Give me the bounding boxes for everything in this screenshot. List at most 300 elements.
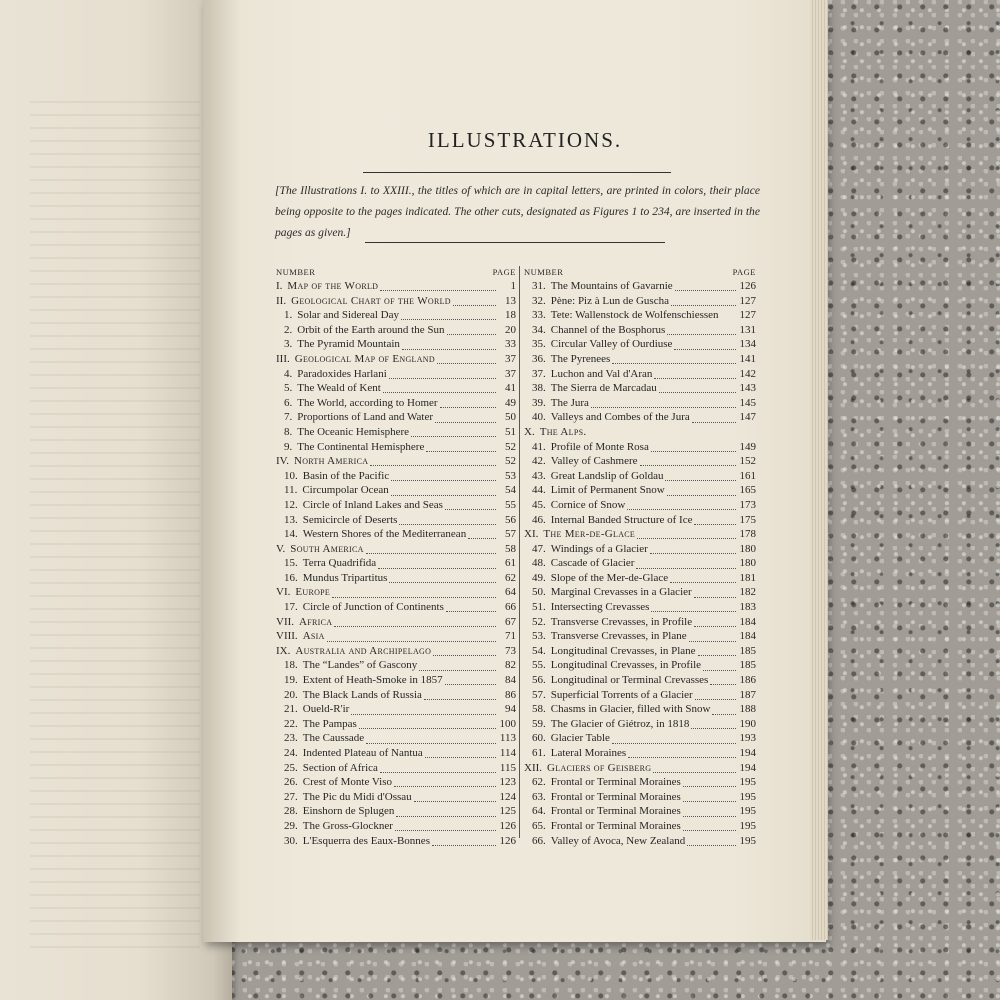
entry-number: 9. xyxy=(284,440,293,453)
entry-title: L'Esquerra des Eaux-Bonnes xyxy=(302,834,430,847)
entry-title: Internal Banded Structure of Ice xyxy=(550,513,693,526)
entry-title: Circle of Inland Lakes and Seas xyxy=(302,498,443,511)
entry-page: 37 xyxy=(505,352,516,365)
leader-dots xyxy=(591,398,736,408)
entry-number: 31. xyxy=(532,280,546,292)
entry-number: 43. xyxy=(532,469,546,482)
left-column xyxy=(276,266,516,848)
entry-number: 53. xyxy=(532,630,546,643)
entry-number: 63. xyxy=(532,790,546,803)
leader-dots xyxy=(359,719,496,729)
entry-page: 185 xyxy=(739,659,756,672)
entry-page: 178 xyxy=(739,528,756,541)
entry-page: 82 xyxy=(505,659,516,672)
entry-page: 54 xyxy=(505,484,516,497)
leader-dots xyxy=(447,325,497,335)
entry-number: 25. xyxy=(284,761,298,774)
toc-entry xyxy=(276,469,516,484)
toc-entry xyxy=(276,804,516,819)
leader-dots xyxy=(636,559,736,569)
toc-entry xyxy=(276,498,516,513)
entry-page: 73 xyxy=(505,644,516,657)
entry-title: Einshorn de Splugen xyxy=(302,805,395,818)
leader-dots xyxy=(694,617,736,627)
entry-title: The Jura xyxy=(550,396,589,409)
page-edges xyxy=(810,0,828,940)
entry-number: 10. xyxy=(284,469,298,482)
entry-page: 66 xyxy=(505,601,516,614)
leader-dots xyxy=(437,354,496,364)
entry-number: VIII. xyxy=(276,630,298,643)
entry-title: The Glacier of Giétroz, in 1818 xyxy=(550,717,690,730)
entry-title: Transverse Crevasses, in Plane xyxy=(550,630,687,643)
leader-dots xyxy=(433,646,496,656)
entry-number: 5. xyxy=(284,382,293,395)
leader-dots xyxy=(637,529,736,539)
entry-title: Europe xyxy=(295,586,331,599)
entry-number: 13. xyxy=(284,513,298,526)
entry-number: 46. xyxy=(532,513,546,526)
toc-entry xyxy=(524,396,756,411)
entry-title: Marginal Crevasses in a Glacier xyxy=(550,586,692,599)
leader-dots xyxy=(391,471,496,481)
leader-dots xyxy=(683,807,736,817)
leader-dots xyxy=(440,398,496,408)
entry-page: 183 xyxy=(739,601,756,614)
entry-page: 143 xyxy=(739,382,756,395)
entry-page: 194 xyxy=(739,747,756,759)
entry-title: The Caussade xyxy=(302,732,365,745)
leader-dots xyxy=(612,734,736,744)
page-header: PAGE xyxy=(732,267,756,277)
entry-number: 19. xyxy=(284,674,298,687)
entry-page: 182 xyxy=(739,586,756,599)
entry-number: 59. xyxy=(532,717,546,730)
entry-title: Chasms in Glacier, filled with Snow xyxy=(550,703,711,716)
toc-entry xyxy=(524,600,756,615)
entry-title: Extent of Heath-Smoke in 1857 xyxy=(302,674,443,687)
entry-title: The World, according to Homer xyxy=(297,396,438,409)
entry-title: South America xyxy=(290,542,364,555)
entry-page: 134 xyxy=(739,338,756,351)
toc-entry xyxy=(524,337,756,352)
leader-dots xyxy=(674,340,736,350)
toc-entry xyxy=(276,688,516,703)
entry-page: 67 xyxy=(505,615,516,628)
entry-number: 48. xyxy=(532,557,546,570)
entry-number: V. xyxy=(276,542,286,555)
leader-dots xyxy=(588,428,736,437)
entry-number: 64. xyxy=(532,805,546,818)
leader-dots xyxy=(691,719,736,729)
toc-entry xyxy=(276,483,516,498)
leader-dots xyxy=(683,792,736,802)
toc-entry xyxy=(276,571,516,586)
entry-number: 60. xyxy=(532,732,546,745)
toc-entry xyxy=(276,746,516,761)
entry-page: 184 xyxy=(739,630,756,643)
toc-entry xyxy=(524,483,756,498)
entry-number: 24. xyxy=(284,747,298,759)
toc-entry xyxy=(276,702,516,717)
entry-number: 14. xyxy=(284,528,298,541)
leader-dots xyxy=(710,675,736,685)
left-page xyxy=(0,0,232,1000)
leader-dots xyxy=(453,296,496,306)
entry-number: 4. xyxy=(284,367,293,380)
entry-number: 21. xyxy=(284,703,298,716)
entry-number: VII. xyxy=(276,615,295,628)
entry-page: 195 xyxy=(739,819,756,832)
entry-title: Intersecting Crevasses xyxy=(550,601,650,614)
leader-dots xyxy=(628,748,736,758)
entry-title: The Alps. xyxy=(539,425,587,438)
entry-number: 16. xyxy=(284,571,298,584)
toc-entry xyxy=(276,527,516,542)
toc-entry xyxy=(524,804,756,819)
entry-title: North America xyxy=(293,455,369,468)
entry-page: 113 xyxy=(499,732,516,745)
toc-entry xyxy=(276,717,516,732)
entry-number: 1. xyxy=(284,309,293,322)
entry-number: 37. xyxy=(532,367,546,380)
toc-entry xyxy=(276,308,516,323)
toc-entry xyxy=(524,644,756,659)
entry-page: 20 xyxy=(505,323,516,336)
entry-title: Crest of Monte Viso xyxy=(302,776,393,789)
toc-entry xyxy=(524,673,756,688)
entry-title: The Continental Hemisphere xyxy=(297,440,425,453)
leader-dots xyxy=(425,748,496,758)
entry-title: Circumpolar Ocean xyxy=(302,484,389,497)
leader-dots xyxy=(721,311,736,320)
entry-number: 66. xyxy=(532,834,546,847)
entry-title: The “Landes” of Gascony xyxy=(302,659,418,672)
toc-entry xyxy=(276,425,516,440)
entry-page: 127 xyxy=(739,294,756,307)
entry-page: 1 xyxy=(510,280,516,292)
entry-page: 131 xyxy=(739,323,756,336)
entry-number: 27. xyxy=(284,790,298,803)
entry-number: 20. xyxy=(284,688,298,701)
column-divider xyxy=(519,266,520,838)
entry-number: 42. xyxy=(532,455,546,468)
entry-title: Circular Valley of Ourdiuse xyxy=(550,338,673,351)
entry-number: VI. xyxy=(276,586,291,599)
entry-number: 61. xyxy=(532,747,546,759)
toc-entry xyxy=(276,644,516,659)
leader-dots xyxy=(640,456,737,466)
leader-dots xyxy=(687,836,736,846)
entry-title: Western Shores of the Mediterranean xyxy=(302,528,467,541)
entry-title: Valley of Cashmere xyxy=(550,455,638,468)
entry-number: 49. xyxy=(532,571,546,584)
toc-entry xyxy=(524,834,756,849)
entry-page: 13 xyxy=(505,294,516,307)
leader-dots xyxy=(683,777,736,787)
toc-entry xyxy=(276,337,516,352)
entry-title: Frontal or Terminal Moraines xyxy=(550,776,681,789)
leader-dots xyxy=(435,413,496,423)
entry-number: 47. xyxy=(532,542,546,555)
toc-entry xyxy=(524,761,756,776)
entry-number: 29. xyxy=(284,819,298,832)
entry-page: 149 xyxy=(739,440,756,453)
entry-number: 12. xyxy=(284,498,298,511)
entry-number: 45. xyxy=(532,498,546,511)
leader-dots xyxy=(692,413,736,423)
entry-title: Windings of a Glacier xyxy=(550,542,648,555)
toc-entry xyxy=(524,658,756,673)
entry-title: Mundus Tripartitus xyxy=(302,571,388,584)
leader-dots xyxy=(370,456,496,466)
toc-entry xyxy=(276,410,516,425)
toc-entry xyxy=(524,294,756,309)
entry-page: 180 xyxy=(739,542,756,555)
toc-entry xyxy=(276,790,516,805)
entry-number: 34. xyxy=(532,323,546,336)
entry-title: Valley of Avoca, New Zealand xyxy=(550,834,686,847)
entry-number: 65. xyxy=(532,819,546,832)
entry-number: 33. xyxy=(532,309,546,322)
entry-page: 175 xyxy=(739,513,756,526)
entry-title: Transverse Crevasses, in Profile xyxy=(550,615,693,628)
entry-title: The Oceanic Hemisphere xyxy=(297,425,410,438)
entry-title: Geological Chart of the World xyxy=(291,294,451,307)
entry-number: 30. xyxy=(284,834,298,847)
entry-number: 23. xyxy=(284,732,298,745)
entry-number: 38. xyxy=(532,382,546,395)
leader-dots xyxy=(432,836,496,846)
toc-entry xyxy=(524,352,756,367)
entry-page: 114 xyxy=(499,747,516,759)
number-header: NUMBER xyxy=(276,267,316,277)
entry-page: 195 xyxy=(739,805,756,818)
entry-title: The Pampas xyxy=(302,717,357,730)
faded-text-lines xyxy=(30,90,200,950)
leader-dots xyxy=(659,383,736,393)
entry-page: 115 xyxy=(499,761,516,774)
toc-entry xyxy=(524,790,756,805)
left-entry-list xyxy=(276,279,516,848)
leader-dots xyxy=(468,529,496,539)
entry-title: Orbit of the Earth around the Sun xyxy=(297,323,445,336)
entry-page: 152 xyxy=(739,455,756,468)
entry-number: 26. xyxy=(284,776,298,789)
entry-number: 36. xyxy=(532,352,546,365)
toc-entry xyxy=(524,425,756,440)
entry-title: Geological Map of England xyxy=(294,352,435,365)
entry-page: 125 xyxy=(499,805,516,818)
leader-dots xyxy=(383,383,496,393)
entry-number: X. xyxy=(524,425,535,438)
leader-dots xyxy=(366,544,496,554)
entry-number: 32. xyxy=(532,294,546,307)
toc-entry xyxy=(276,834,516,849)
leader-dots xyxy=(675,281,736,291)
toc-entry xyxy=(524,688,756,703)
leader-dots xyxy=(698,646,736,656)
leader-dots xyxy=(380,763,496,773)
toc-entry xyxy=(276,673,516,688)
toc-entry xyxy=(524,469,756,484)
leader-dots xyxy=(366,734,496,744)
leader-dots xyxy=(391,486,496,496)
entry-title: Semicircle of Deserts xyxy=(302,513,398,526)
entry-number: 15. xyxy=(284,557,298,570)
leader-dots xyxy=(332,588,496,598)
entry-title: Proportions of Land and Water xyxy=(297,411,434,424)
entry-page: 94 xyxy=(505,703,516,716)
entry-page: 86 xyxy=(505,688,516,701)
entry-title: Circle of Junction of Continents xyxy=(302,601,444,614)
entry-page: 142 xyxy=(739,367,756,380)
toc-entry xyxy=(276,629,516,644)
entry-title: The Pyramid Mountain xyxy=(297,338,400,351)
toc-entry xyxy=(524,542,756,557)
left-column-header xyxy=(276,266,516,279)
toc-entry xyxy=(524,571,756,586)
entry-number: IX. xyxy=(276,644,291,657)
entry-title: Paradoxides Harlani xyxy=(297,367,387,380)
entry-title: The Weald of Kent xyxy=(297,382,381,395)
entry-title: Channel of the Bosphorus xyxy=(550,323,666,336)
page-header: PAGE xyxy=(492,267,516,277)
leader-dots xyxy=(378,559,496,569)
entry-title: The Pic du Midi d'Ossau xyxy=(302,790,412,803)
entry-number: 41. xyxy=(532,440,546,453)
entry-page: 123 xyxy=(499,776,516,789)
entry-number: 11. xyxy=(284,484,298,497)
entry-page: 64 xyxy=(505,586,516,599)
entry-page: 18 xyxy=(505,309,516,322)
entry-number: 22. xyxy=(284,717,298,730)
toc-entry xyxy=(524,775,756,790)
leader-dots xyxy=(683,821,736,831)
entry-title: Solar and Sidereal Day xyxy=(297,309,399,322)
leader-dots xyxy=(651,442,736,452)
toc-entry xyxy=(276,731,516,746)
title-rule xyxy=(363,172,671,173)
toc-entry xyxy=(276,367,516,382)
entry-number: 8. xyxy=(284,425,293,438)
entry-page: 33 xyxy=(505,338,516,351)
entry-title: The Gross-Glockner xyxy=(302,819,393,832)
toc-entry xyxy=(524,513,756,528)
toc-entry xyxy=(524,615,756,630)
entry-number: 44. xyxy=(532,484,546,497)
entry-page: 53 xyxy=(505,469,516,482)
entry-title: Australia and Archipelago xyxy=(295,644,432,657)
entry-title: Cornice of Snow xyxy=(550,498,626,511)
entry-title: The Mountains of Gavarnie xyxy=(550,280,673,292)
entry-page: 37 xyxy=(505,367,516,380)
leader-dots xyxy=(399,515,496,525)
entry-page: 186 xyxy=(739,674,756,687)
toc-entry xyxy=(276,775,516,790)
entry-number: 39. xyxy=(532,396,546,409)
entry-page: 100 xyxy=(499,717,516,730)
entry-page: 165 xyxy=(739,484,756,497)
right-entry-list xyxy=(524,279,756,848)
entry-page: 41 xyxy=(505,382,516,395)
entry-page: 126 xyxy=(739,280,756,292)
entry-title: Oueld-R'ir xyxy=(302,703,350,716)
toc-entry xyxy=(524,746,756,761)
entry-number: 57. xyxy=(532,688,546,701)
page-title: ILLUSTRATIONS. xyxy=(427,128,623,152)
entry-page: 57 xyxy=(505,528,516,541)
entry-number: 18. xyxy=(284,659,298,672)
leader-dots xyxy=(689,632,736,642)
entry-title: Frontal or Terminal Moraines xyxy=(550,790,681,803)
leader-dots xyxy=(351,705,496,715)
entry-page: 126 xyxy=(499,834,516,847)
toc-entry xyxy=(524,323,756,338)
toc-entry xyxy=(524,367,756,382)
note-rule xyxy=(365,242,665,243)
entry-page: 147 xyxy=(739,411,756,424)
entry-page: 184 xyxy=(739,615,756,628)
entry-title: Glacier Table xyxy=(550,732,610,745)
entry-title: Africa xyxy=(299,615,333,628)
leader-dots xyxy=(380,281,496,291)
leader-dots xyxy=(402,340,496,350)
toc-entry xyxy=(276,440,516,455)
entry-title: Frontal or Terminal Moraines xyxy=(550,819,681,832)
toc-entry xyxy=(524,410,756,425)
entry-title: Superficial Torrents of a Glacier xyxy=(550,688,693,701)
entry-page: 58 xyxy=(505,542,516,555)
leader-dots xyxy=(670,573,736,583)
toc-entry xyxy=(524,819,756,834)
toc-entry xyxy=(524,731,756,746)
leader-dots xyxy=(426,442,496,452)
entry-title: The Black Lands of Russia xyxy=(302,688,422,701)
toc-entry xyxy=(276,454,516,469)
entry-number: 56. xyxy=(532,674,546,687)
entry-title: Slope of the Mer-de-Glace xyxy=(550,571,669,584)
entry-number: 2. xyxy=(284,323,293,336)
entry-page: 145 xyxy=(739,396,756,409)
entry-number: 35. xyxy=(532,338,546,351)
leader-dots xyxy=(424,690,496,700)
entry-page: 161 xyxy=(739,469,756,482)
entry-number: 58. xyxy=(532,703,546,716)
entry-title: Section of Africa xyxy=(302,761,378,774)
entry-number: 17. xyxy=(284,601,298,614)
toc-entry xyxy=(276,294,516,309)
leader-dots xyxy=(401,310,496,320)
entry-title: The Mer-de-Glace xyxy=(543,528,636,541)
entry-title: Longitudinal or Terminal Crevasses xyxy=(550,674,709,687)
entry-number: 55. xyxy=(532,659,546,672)
toc-entry xyxy=(276,585,516,600)
leader-dots xyxy=(695,690,736,700)
entry-page: 173 xyxy=(739,498,756,511)
toc-entry xyxy=(276,658,516,673)
entry-number: 6. xyxy=(284,396,293,409)
leader-dots xyxy=(671,296,736,306)
entry-title: Tete: Wallenstock de Wolfenschiessen xyxy=(550,309,719,322)
leader-dots xyxy=(411,427,496,437)
entry-page: 187 xyxy=(739,688,756,701)
entry-page: 52 xyxy=(505,455,516,468)
entry-number: II. xyxy=(276,294,287,307)
entry-title: Profile of Monte Rosa xyxy=(550,440,649,453)
toc-entry xyxy=(276,542,516,557)
toc-entry xyxy=(524,629,756,644)
